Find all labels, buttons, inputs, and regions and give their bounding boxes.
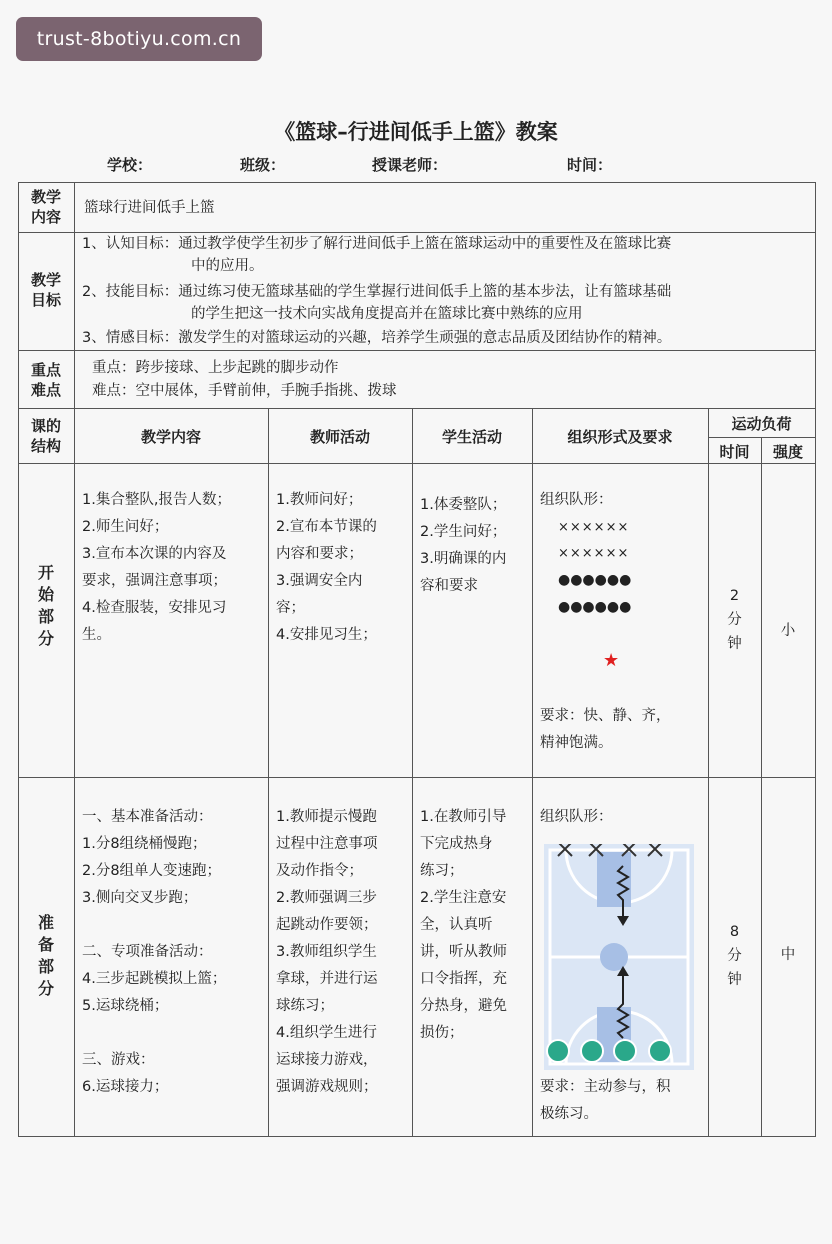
col-student: 学生活动 <box>441 428 502 446</box>
start-duration: 2 分 钟 <box>727 588 742 652</box>
basketball-court-diagram <box>544 844 694 1070</box>
col-intensity: 强度 <box>772 443 803 461</box>
lesson-plan-table <box>18 182 815 1136</box>
prep-requirement: 要求：主动参与，积 极练习。 <box>540 1079 671 1122</box>
prep-content: 一、基本准备活动： 1.分8组绕桶慢跑； 2.分8组单人变速跑； 3.侧向交叉步跑； 二、专项准备活动： 4.三步起跳模拟上篮； 5.运球绕桶； 三、游戏： 6.运球接力； <box>82 809 227 1095</box>
col-teacher: 教师活动 <box>309 428 370 446</box>
key-focus: 重点：跨步接球、上步起跳的脚步动作 <box>92 360 339 376</box>
watermark-badge: trust-8botiyu.com.cn <box>16 17 262 61</box>
goal-emotional: 3、情感目标：激发学生的对篮球运动的兴趣，培养学生顽强的意志品质及团结协作的精神。 <box>82 330 672 346</box>
start-intensity: 小 <box>780 623 796 639</box>
start-content: 1.集合整队,报告人数； 2.师生问好； 3.宣布本次课的内容及 要求，强调注意事项； 4.检查服装，安排见习 生。 <box>82 492 231 643</box>
meta-teacher: 授课老师： <box>372 156 448 174</box>
formation-row-cross-1: ×××××× <box>558 520 630 535</box>
meta-school: 学校： <box>107 156 153 174</box>
col-organization: 组织形式及要求 <box>567 428 673 446</box>
content-label: 教学 内容 <box>30 188 61 226</box>
goal-cognitive-cont: 中的应用。 <box>191 258 264 274</box>
meta-class: 班级： <box>240 156 286 174</box>
formation-row-cross-2: ×××××× <box>558 546 630 561</box>
prep-intensity: 中 <box>780 947 796 963</box>
start-requirement: 要求：快、静、齐， 精神饱满。 <box>540 708 671 751</box>
content-value: 篮球行进间低手上篮 <box>84 200 215 216</box>
goal-skill-cont: 的学生把这一技术向实战角度提高并在篮球比赛中熟练的应用 <box>191 306 583 322</box>
prep-duration: 8 分 钟 <box>727 924 742 988</box>
goals-label: 教学 目标 <box>30 271 61 309</box>
page-title: 《篮球–行进间低手上篮》教案 <box>274 120 558 144</box>
start-student-activity: 1.体委整队； 2.学生问好； 3.明确课的内 容和要求 <box>420 497 507 594</box>
formation-row-dot-1: ●●●●●● <box>558 572 632 588</box>
col-content: 教学内容 <box>140 428 201 446</box>
prep-section-label: 准 备 部 分 <box>37 913 54 998</box>
col-time: 时间 <box>719 443 750 461</box>
goal-cognitive: 1、认知目标：通过教学使学生初步了解行进间低手上篮在篮球运动中的重要性及在篮球比赛 <box>82 236 672 252</box>
structure-label: 课的 结构 <box>30 417 61 455</box>
start-section-label: 开 始 部 分 <box>37 563 54 648</box>
key-label: 重点 难点 <box>30 361 61 399</box>
col-load: 运动负荷 <box>731 415 792 433</box>
start-org-title: 组织队形： <box>540 492 613 508</box>
prep-student-activity: 1.在教师引导 下完成热身 练习； 2.学生注意安 全，认真听 讲，听从教师 口令指挥，充 分热身，避免 损伤； <box>420 809 507 1041</box>
meta-time: 时间： <box>567 156 613 174</box>
start-teacher-activity: 1.教师问好； 2.宣布本节课的 内容和要求； 3.强调安全内 容； 4.安排见习生； <box>276 492 377 643</box>
prep-teacher-activity: 1.教师提示慢跑 过程中注意事项 及动作指令； 2.教师强调三步 起跳动作要领； 3.教师组织学生 拿球，并进行运 球练习； 4.组织学生进行 运球接力游戏， 强调游戏规则； <box>276 809 378 1095</box>
key-difficulty: 难点：空中展体，手臂前伸，手腕手指挑、拨球 <box>92 383 397 399</box>
formation-row-dot-2: ●●●●●● <box>558 599 632 615</box>
prep-org-title: 组织队形： <box>540 809 613 825</box>
goal-skill: 2、技能目标：通过练习使无篮球基础的学生掌握行进间低手上篮的基本步法，让有篮球基础 <box>82 284 672 300</box>
teacher-star-icon: ★ <box>603 650 620 671</box>
